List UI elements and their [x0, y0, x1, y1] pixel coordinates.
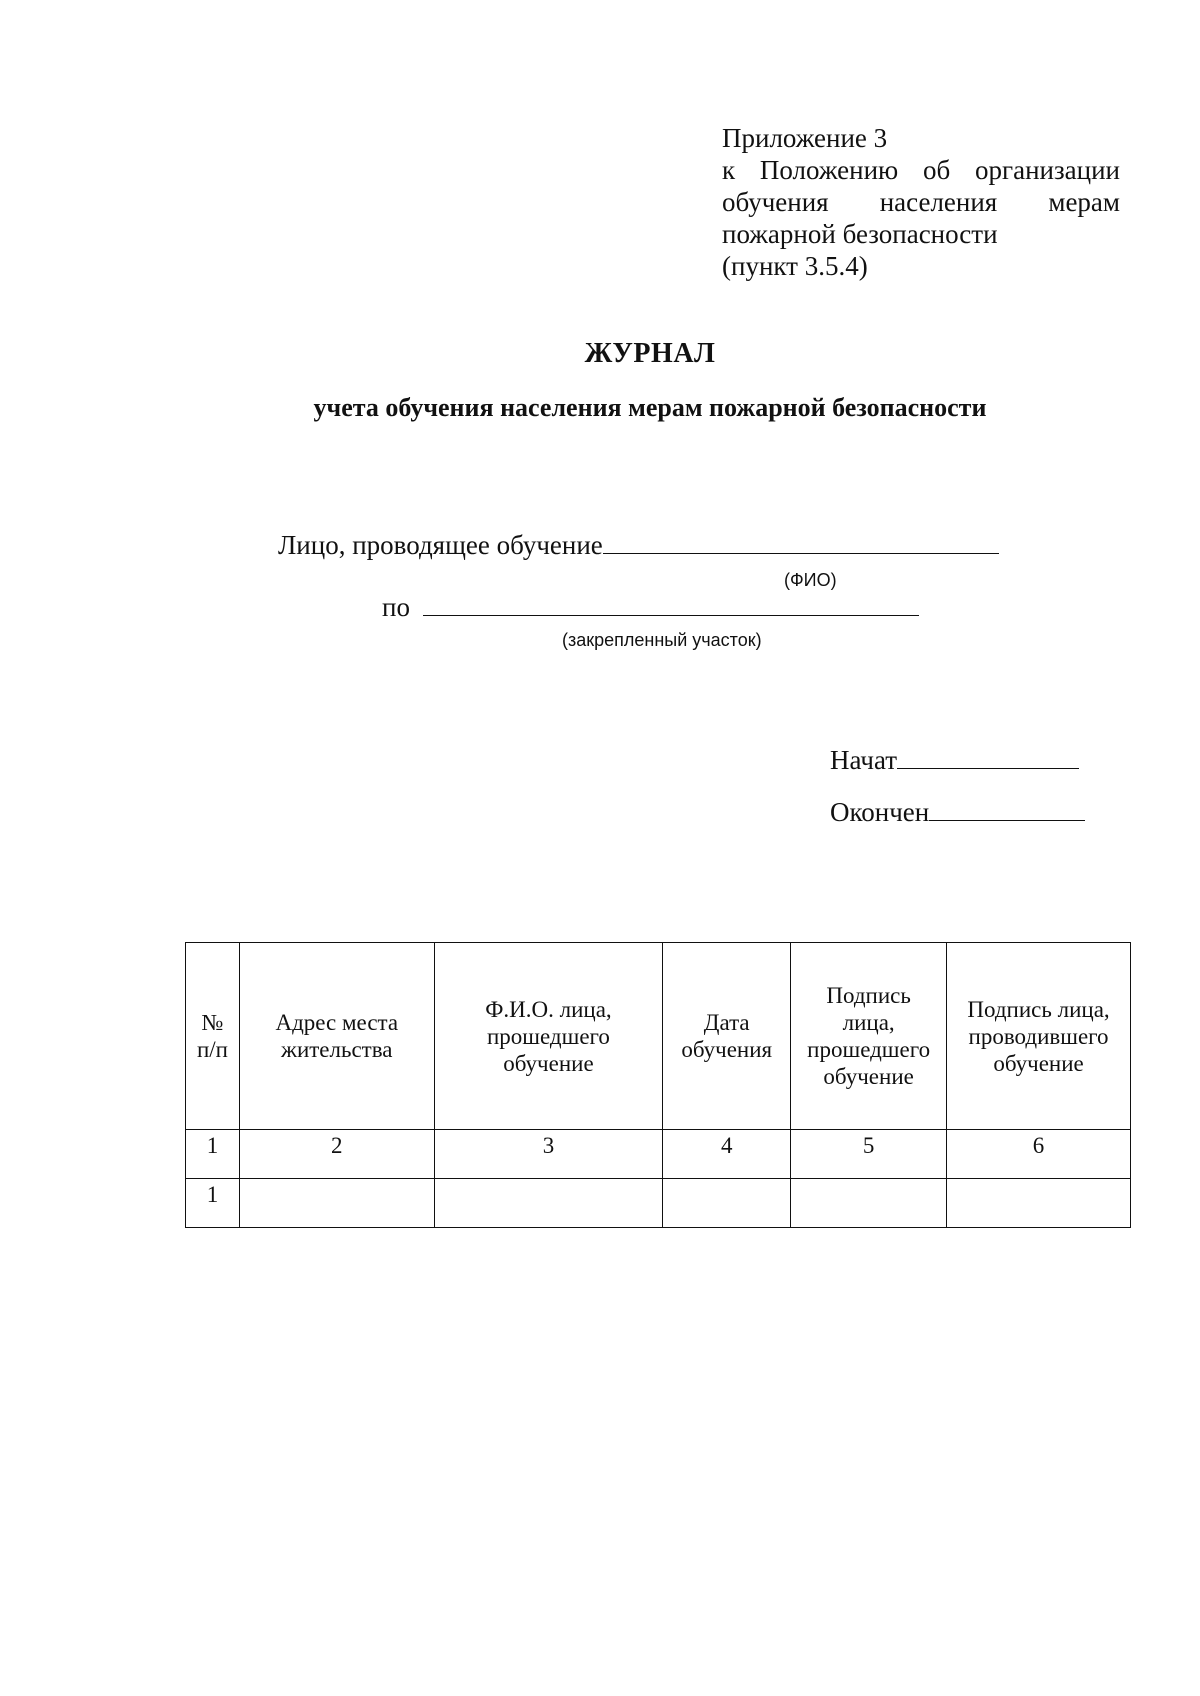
area-label: по	[382, 592, 410, 622]
journal-subtitle: учета обучения населения мерам пожарной безопасности	[313, 393, 987, 422]
started-label: Начат	[830, 745, 898, 775]
appendix-reference-line: к Положению об организации	[722, 155, 1120, 185]
column-number: 1	[186, 1130, 240, 1179]
column-header-trainee-signature: Подпись лица, прошедшего обучение	[791, 943, 947, 1130]
appendix-block	[722, 122, 1120, 282]
table-row	[186, 1179, 1131, 1228]
instructor-label: Лицо, проводящее обучение	[278, 530, 603, 560]
instructor-blank-line	[603, 531, 999, 554]
table-cell-instructor-signature	[947, 1179, 1131, 1228]
column-number: 5	[791, 1130, 947, 1179]
column-numbers-row	[186, 1130, 1131, 1179]
column-number: 6	[947, 1130, 1131, 1179]
column-number: 2	[239, 1130, 434, 1179]
table-cell-trainee-signature	[791, 1179, 947, 1228]
column-number: 4	[663, 1130, 791, 1179]
appendix-clause: (пункт 3.5.4)	[722, 251, 868, 281]
started-blank-line	[897, 746, 1079, 769]
table-header-row	[186, 943, 1131, 1130]
table-cell-trainee-name	[434, 1179, 663, 1228]
column-header-number: № п/п	[186, 943, 240, 1130]
column-header-instructor-signature: Подпись лица, проводившего обучение	[947, 943, 1131, 1130]
table-cell-number: 1	[186, 1179, 240, 1228]
table-cell-address	[239, 1179, 434, 1228]
finished-label: Окончен	[830, 797, 930, 827]
appendix-reference-line: пожарной безопасности	[722, 219, 998, 249]
journal-table	[185, 942, 1131, 1228]
column-header-address: Адрес места жительства	[239, 943, 434, 1130]
started-field	[830, 745, 1079, 776]
table-cell-date	[663, 1179, 791, 1228]
column-header-date: Дата обучения	[663, 943, 791, 1130]
journal-title: ЖУРНАЛ	[584, 338, 716, 369]
instructor-caption: (ФИО)	[784, 570, 837, 590]
area-caption: (закрепленный участок)	[562, 630, 762, 650]
appendix-title: Приложение 3	[722, 123, 888, 153]
column-number: 3	[434, 1130, 663, 1179]
finished-field	[830, 797, 1085, 828]
instructor-field	[278, 530, 999, 561]
appendix-reference-line: обучения населения мерам	[722, 187, 1120, 217]
area-field	[382, 592, 919, 623]
area-blank-line	[423, 593, 919, 616]
column-header-trainee-name: Ф.И.О. лица, прошедшего обучение	[434, 943, 663, 1130]
finished-blank-line	[929, 798, 1085, 821]
